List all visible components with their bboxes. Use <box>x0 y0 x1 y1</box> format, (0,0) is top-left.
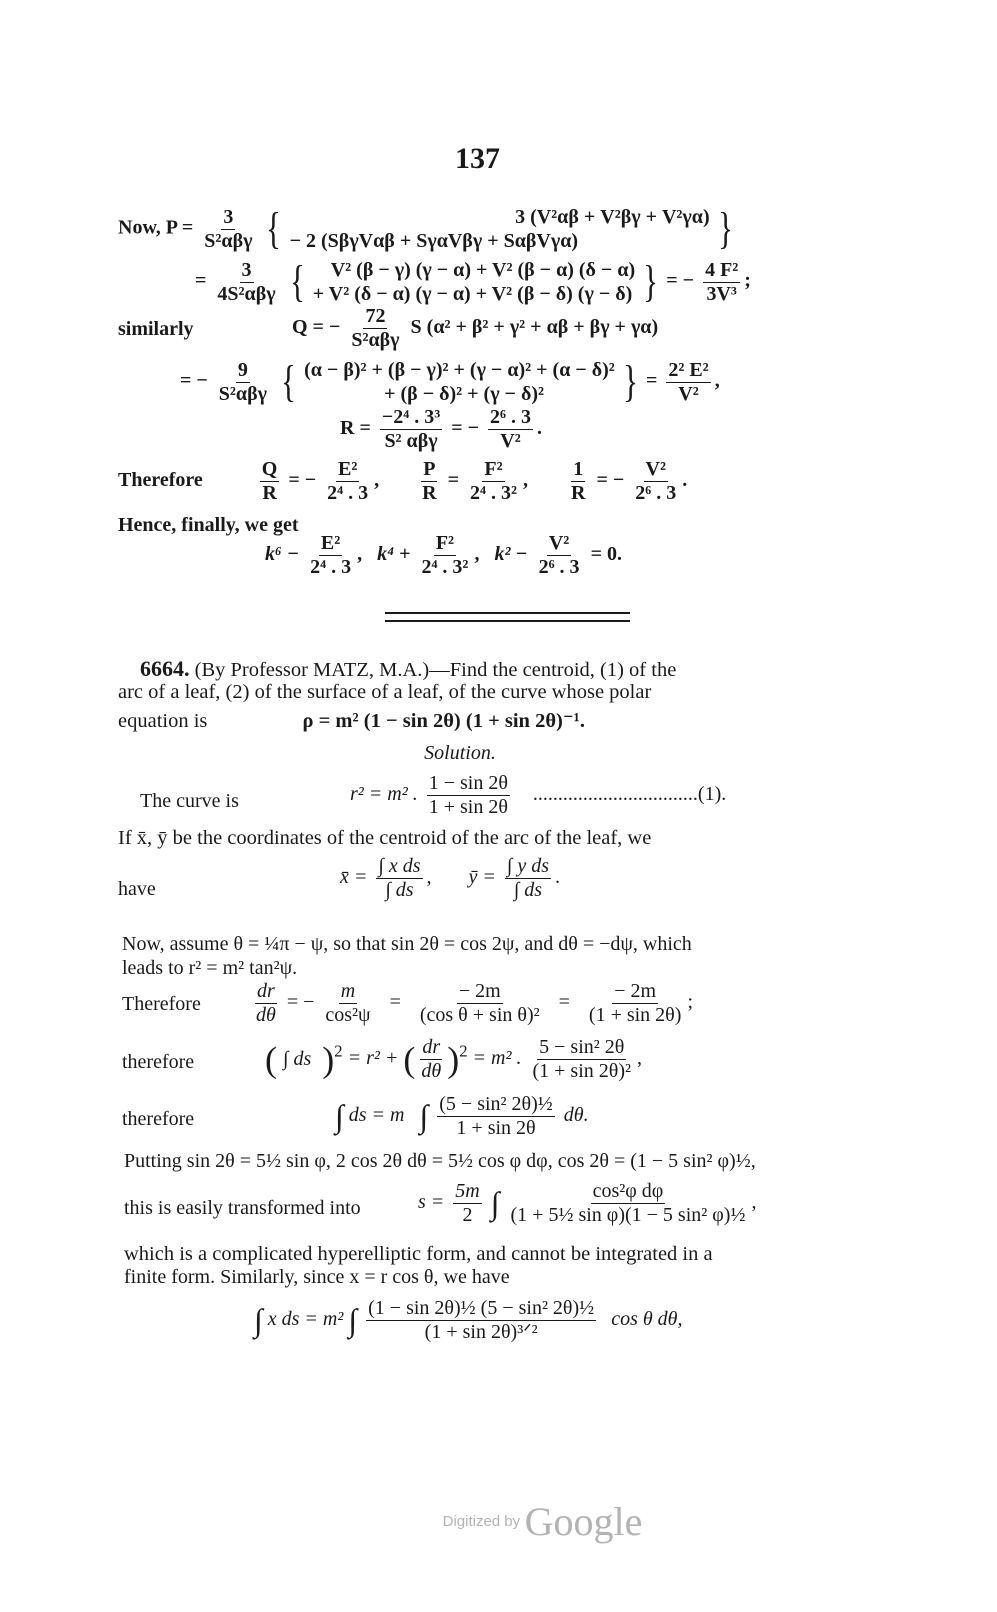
fraction: $\frac{72}{\text{S²αβγ}}$ <box>351 305 400 351</box>
section-divider <box>385 612 630 622</box>
now-p-equation: Now, P = $\frac{3}{\text{S²αβγ}}$ { 3 (V²αβ + V²βγ + V²γα) − 2 (SβγVαβ + SγαVβγ + SαβVγα) } <box>118 204 733 253</box>
page-number: 137 <box>455 142 500 175</box>
r-equation: R = $\frac{\text{−2⁴ . 3³}}{\text{S² αβγ}}$ = − $\frac{\text{2⁶ . 3}}{\text{V²}}$ . <box>340 406 543 452</box>
curve-text: The curve is <box>140 790 239 812</box>
centroid-formula: x̄ = $\frac{\text{∫ x ds}}{\int ds}$ , ȳ = $\frac{\text{∫ y ds}}{\int ds}$ . <box>340 855 561 901</box>
which-line-1: which is a complicated hyperelliptic form, and cannot be integrated in a <box>124 1243 713 1265</box>
putting-line: Putting sin 2θ = 5½ sin φ, 2 cos 2θ dθ = 5½ cos φ dφ, cos 2θ = (1 − 5 sin² φ)½, <box>124 1150 756 1172</box>
curve-equation: r² = m² . $\frac{1 - \sin 2\theta}{1 + \sin 2\theta}$ .................................(1). <box>350 772 727 818</box>
q-equation: Q = − $\frac{72}{\text{S²αβγ}}$ S (α² + β² + γ² + αβ + βγ + γα) <box>292 305 659 351</box>
fraction: $\frac{\text{2⁶ . 3}}{\text{V²}}$ <box>490 406 532 452</box>
therefore-label-2: therefore <box>122 1051 195 1073</box>
therefore-label-1: Therefore <box>122 993 201 1015</box>
q-expression: (α − β)² + (β − γ)² + (γ − α)² + (α − δ)² + (β − δ)² + (γ − δ)² <box>304 359 615 405</box>
similarly-label: similarly <box>118 318 194 340</box>
have-label: have <box>118 878 156 900</box>
which-line-2: finite form. Similarly, since x = r cos θ, we have <box>124 1266 510 1288</box>
integral-ds-equation: ∫ ds = m ∫ $\frac{\text{(5 − sin² 2θ)½}}{1 + \sin 2\theta}$ dθ. <box>335 1093 589 1139</box>
now-p-label: Now, P = <box>118 216 194 239</box>
p-expression-2: V² (β − γ) (γ − α) + V² (β − α) (δ − α) + V² (δ − α) (γ − α) + V² (β − δ) (γ − δ) <box>312 259 636 305</box>
p-expression: 3 (V²αβ + V²βγ + V²γα) − 2 (SβγVαβ + SγαVβγ + SαβVγα) <box>289 206 710 252</box>
problem-line-1: 6664. (By Professor MATZ, M.A.)—Find the centroid, (1) of the <box>140 656 677 681</box>
dr-equation: $\frac{dr}{d\theta}$ = − $\frac{m}{\text{cos²ψ}}$ = $\frac{- 2m}{\text{(cos θ + sin θ)²}}$ = $\frac{- 2m}{(1 + \sin 2\theta)}$ ; <box>256 980 693 1026</box>
fraction: $\frac{9}{\text{S²αβγ}}$ <box>218 358 267 405</box>
fraction: $\frac{\text{−2⁴ . 3³}}{\text{S² αβγ}}$ <box>381 406 441 452</box>
x-ds-equation: ∫ x ds = m² ∫ $\frac{\text{(1 − sin 2θ)½ (5 − sin² 2θ)½}}{\text{(1 + sin 2θ)³ᐟ²}}$ cos θ dθ, <box>254 1297 683 1343</box>
k-equation: k⁶ − $\frac{\text{E²}}{\text{2⁴ . 3}}$ , k⁴ + $\frac{\text{F²}}{\text{2⁴ . 3²}}$ , k² − $\frac{\text{V²}}{\text{2⁶ . 3}}$ = 0. <box>265 532 622 578</box>
solution-heading: Solution. <box>424 742 496 764</box>
fraction: $\frac{\text{2² E²}}{\text{V²}}$ <box>668 358 709 405</box>
if-line: If x̄, ȳ be the coordinates of the centroid of the arc of the leaf, we <box>118 827 652 849</box>
fraction: $\frac{3}{\text{S²αβγ}}$ <box>204 205 253 252</box>
fraction: $\frac{\text{4 F²}}{\text{3V³}}$ <box>705 258 739 305</box>
google-watermark: Digitized by Google <box>442 1499 643 1544</box>
problem-number: 6664. <box>140 656 190 681</box>
p-second-form: = $\frac{3}{\text{4S²αβγ}}$ { V² (β − γ) (γ − α) + V² (β − α) (δ − α) + V² (δ − α) (γ − α) + V² (β − δ) (γ − δ) } = − $\frac{\text{4 F²}}{\text{3V³}}$ ; <box>195 257 751 306</box>
fraction: $\frac{3}{\text{4S²αβγ}}$ <box>217 258 276 305</box>
q-second-form: = − $\frac{9}{\text{S²αβγ}}$ { (α − β)² + (β − γ)² + (γ − α)² + (α − δ)² + (β − δ)² + (γ − δ)² } = $\frac{\text{2² E²}}{\text{V²}}$ , <box>180 357 720 406</box>
problem-line-2: arc of a leaf, (2) of the surface of a leaf, of the curve whose polar <box>118 681 652 703</box>
hence-line: Hence, finally, we get <box>118 514 299 536</box>
transformed-label: this is easily transformed into <box>124 1197 361 1219</box>
problem-line-3: equation is ρ = m² (1 − sin 2θ) (1 + sin 2θ)⁻¹. <box>118 710 585 732</box>
now-assume-line: Now, assume θ = ¼π − ψ, so that sin 2θ = cos 2ψ, and dθ = −dψ, which <box>122 933 692 955</box>
s-equation: s = $\frac{5m}{2}$ ∫ $\frac{\text{cos²φ dφ}}{\text{(1 + 5½ sin φ)(1 − 5 sin² φ)½}}$ , <box>418 1180 757 1226</box>
ds-equation: ( ∫ ds )$^2$ = r² + ( $\frac{dr}{d\theta}$ )$^2$ = m² . $\frac{\text{5 − sin² 2θ}}{\text{(1 + sin 2θ)²}}$ , <box>265 1036 642 1082</box>
therefore-label-3: therefore <box>122 1108 195 1130</box>
therefore-ratios: Therefore $\frac{Q}{R}$ = − $\frac{\text{E²}}{\text{2⁴ . 3}}$ , $\frac{P}{R}$ = $\frac{\text{F²}}{\text{2⁴ . 3²}}$ , $\frac{1}{R}$ = − $\frac{\text{V²}}{\text{2⁶ . 3}}$ . <box>118 458 688 504</box>
leads-to-line: leads to r² = m² tan²ψ. <box>122 957 298 979</box>
google-logo: Google <box>524 1499 643 1544</box>
